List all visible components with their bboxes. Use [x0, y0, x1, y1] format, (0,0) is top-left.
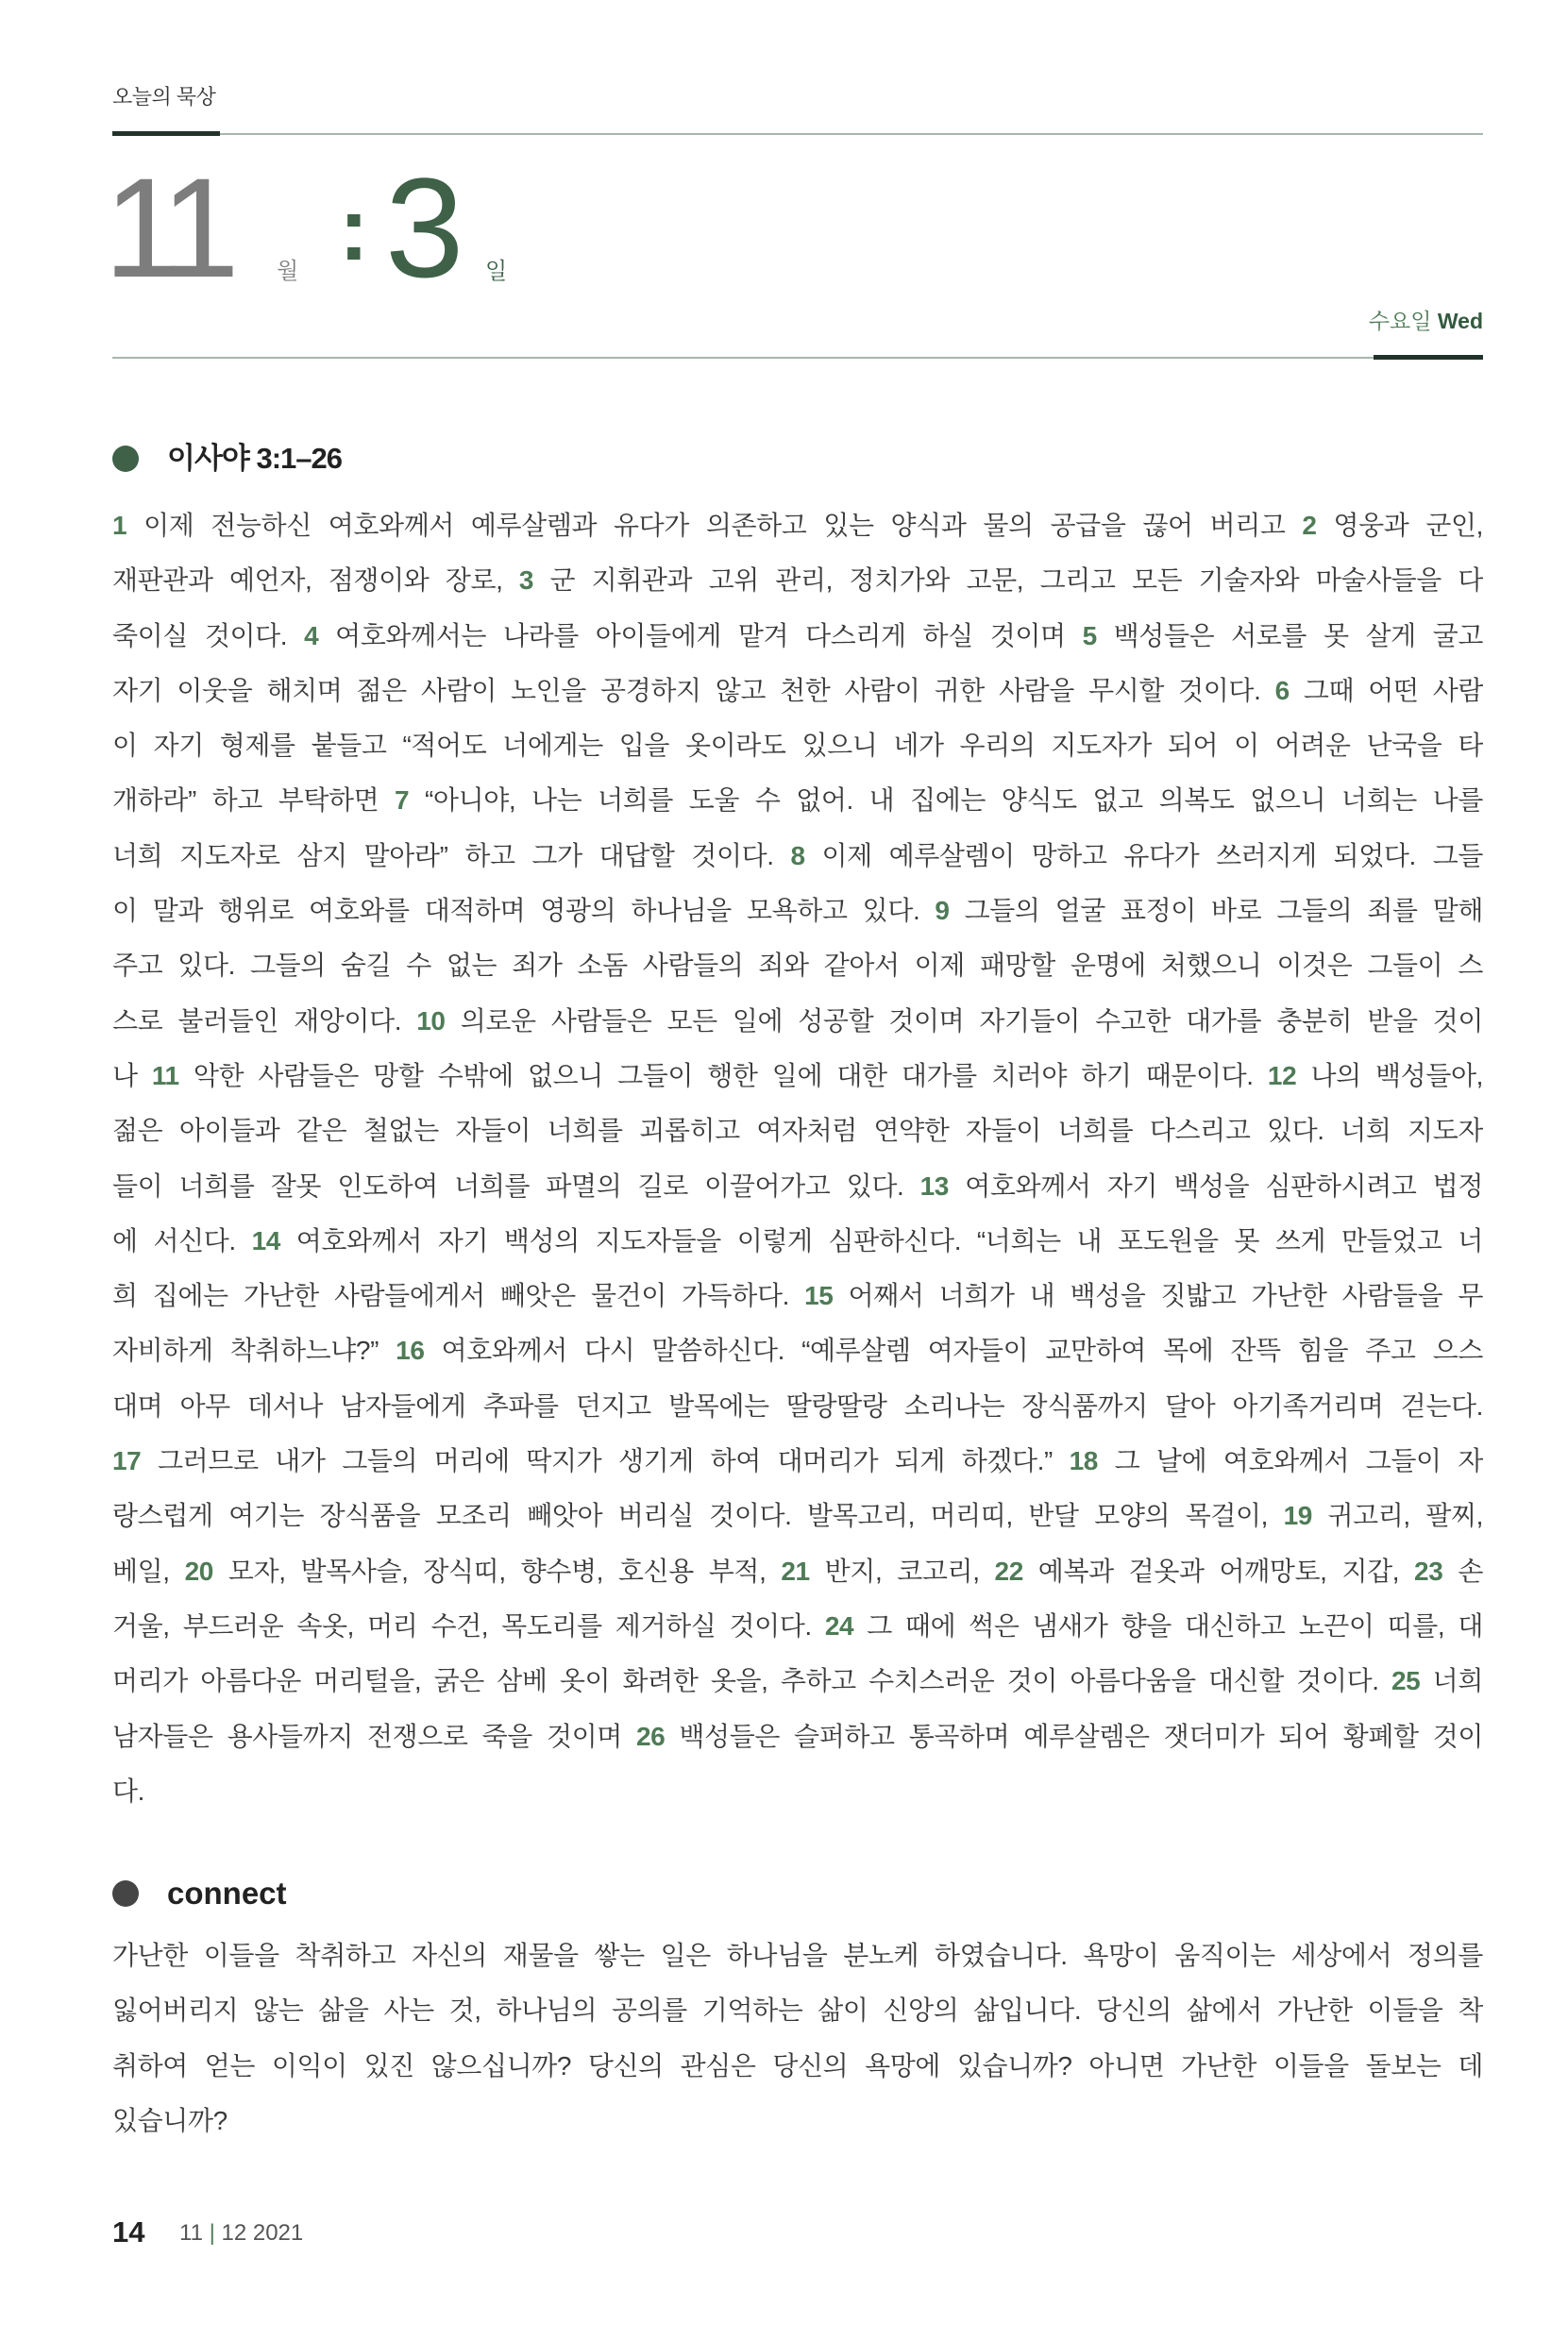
verse-number: 25 [1391, 1666, 1421, 1696]
bullet-icon [112, 446, 139, 472]
scripture-line [112, 994, 1483, 1049]
verse-number: 4 [304, 620, 319, 650]
scripture-line [112, 1103, 1483, 1158]
date-month: 11 [104, 148, 228, 307]
scripture-line [112, 609, 1483, 664]
verse-number: 22 [994, 1556, 1023, 1586]
verse-text: 그 때에 썩은 냄새가 향을 대신하고 노끈이 띠를, 대 [853, 1610, 1483, 1641]
verse-text: 의로운 사람들은 모든 일에 성공할 것이며 자기들이 수고한 대가를 충분히 받을 것이 [445, 1005, 1483, 1036]
verse-text: 머리가 아름다운 머리털을, 굵은 삼베 옷이 화려한 옷을, 추하고 수치스러운 것이 아름다움을 대신할 것이다. [112, 1666, 1391, 1696]
verse-text: 너희 [1420, 1666, 1483, 1696]
verse-number: 15 [804, 1281, 834, 1311]
weekday-korean: 수요일 [1368, 309, 1432, 333]
scripture-line [112, 1159, 1483, 1214]
verse-number: 21 [781, 1556, 810, 1586]
verse-number: 9 [935, 896, 950, 926]
verse-text: 희 집에는 가난한 사람들에게서 빼앗은 물건이 가득하다. [112, 1281, 805, 1311]
verse-text: 그들의 얼굴 표정이 바로 그들의 죄를 말해 [949, 896, 1483, 926]
scripture-heading: 이사야 3:1–26 [167, 442, 342, 475]
connect-line: 잃어버리지 않는 삶을 사는 것, 하나님의 공의를 기억하는 삶이 신앙의 삶입니다. 당신의 삶에서 가난한 이들을 착 [112, 1996, 1483, 2026]
verse-text: 나 [112, 1060, 152, 1090]
bullet-icon [112, 1880, 139, 1907]
date-separator: : [339, 179, 369, 279]
verse-text: 악한 사람들은 망할 수밖에 없으니 그들이 행한 일에 대한 대가를 치러야 하기 때문이다. [178, 1060, 1268, 1090]
verse-text: 젊은 아이들과 같은 철없는 자들이 너희를 괴롭히고 여자처럼 연약한 자들이 너희를 다스리고 있다. 너희 지도자 [112, 1116, 1483, 1146]
verse-number: 20 [184, 1556, 213, 1586]
scripture-line [112, 718, 1483, 773]
verse-text: 거울, 부드러운 속옷, 머리 수건, 목도리를 제거하실 것이다. [112, 1610, 825, 1641]
date-month-unit: 월 [277, 259, 299, 284]
scripture-line [112, 884, 1483, 938]
scripture-line [112, 664, 1483, 718]
scripture-line [112, 829, 1483, 884]
verse-number: 5 [1082, 620, 1097, 650]
verse-text: 다. [112, 1776, 145, 1806]
verse-text: 나의 백성들아, [1296, 1060, 1483, 1090]
verse-text: 베일, [112, 1556, 185, 1586]
verse-number: 16 [396, 1336, 425, 1366]
scripture-line [112, 773, 1483, 828]
scripture-line [112, 1654, 1483, 1709]
date-day-unit: 일 [485, 259, 508, 284]
verse-text: 백성들은 슬퍼하고 통곡하며 예루살렘은 잿더미가 되어 황폐할 것이 [665, 1721, 1483, 1751]
verse-number: 23 [1414, 1556, 1443, 1586]
scripture-line [112, 1323, 1483, 1378]
verse-text: “아니야, 나는 너희를 도울 수 없어. 내 집에는 양식도 없고 의복도 없으니 너희는 나를 [409, 785, 1483, 816]
verse-number: 8 [790, 840, 805, 870]
verse-number: 7 [395, 785, 410, 816]
verse-number: 2 [1302, 511, 1317, 540]
weekday-english: Wed [1437, 309, 1483, 333]
verse-text: 개하라” 하고 부탁하면 [112, 785, 396, 816]
verse-number: 14 [251, 1225, 280, 1255]
verse-text: 군 지휘관과 고위 관리, 정치가와 고문, 그리고 모든 기술자와 마술사들을 다 [533, 565, 1483, 596]
verse-text: 여호와께서 다시 말씀하신다. “예루살렘 여자들이 교만하여 목에 잔뜩 힘을 주고 으스 [424, 1336, 1483, 1366]
verse-text: 백성들은 서로를 못 살게 굴고 [1096, 620, 1483, 650]
verse-text: 모자, 발목사슬, 장식띠, 향수병, 호신용 부적, [212, 1556, 782, 1586]
date-rule-accent [1374, 355, 1483, 360]
verse-text: 죽이실 것이다. [112, 620, 305, 650]
verse-number: 19 [1283, 1501, 1312, 1531]
scripture-line [112, 1709, 1483, 1764]
issue-end: 12 2021 [221, 2220, 304, 2246]
verse-text: 예복과 겉옷과 어깨망토, 지갑, [1022, 1556, 1415, 1586]
scripture-line [112, 553, 1483, 608]
verse-text: 자기 이웃을 해치며 젊은 사람이 노인을 공경하지 않고 천한 사람이 귀한 사람을 무시할 것이다. [112, 675, 1275, 705]
scripture-line [112, 1434, 1483, 1489]
scripture-line [112, 938, 1483, 993]
verse-text: 랑스럽게 여기는 장식품을 모조리 빼앗아 버리실 것이다. 발목고리, 머리띠, 반달 모양의 목걸이, [112, 1501, 1284, 1531]
verse-number: 24 [824, 1610, 854, 1641]
verse-number: 10 [416, 1005, 446, 1036]
section-label: 오늘의 묵상 [112, 85, 216, 109]
verse-text: 남자들은 용사들까지 전쟁으로 죽을 것이며 [112, 1721, 636, 1751]
verse-text: 이 자기 형제를 붙들고 “적어도 너에게는 입을 옷이라도 있으니 네가 우리의 지도자가 되어 이 어려운 난국을 타 [112, 731, 1483, 761]
top-rule [112, 133, 1483, 135]
connect-line: 취하여 얻는 이익이 있진 않으십니까? 당신의 관심은 당신의 욕망에 있습니까? 아니면 가난한 이들을 돌보는 데 [112, 2050, 1483, 2080]
connect-heading: connect [167, 1876, 287, 1911]
verse-text: 그때 어떤 사람 [1289, 675, 1483, 705]
date-rule [112, 357, 1483, 359]
verse-text: 어째서 너희가 내 백성을 짓밟고 가난한 사람들을 무 [833, 1281, 1483, 1311]
verse-text: 너희 지도자로 삼지 말아라” 하고 그가 대답할 것이다. [112, 840, 791, 870]
verse-text: 여호와께서 자기 백성을 심판하시려고 법정 [948, 1170, 1483, 1201]
scripture-line [112, 1214, 1483, 1269]
scripture-line [112, 1049, 1483, 1103]
verse-text: 에 서신다. [112, 1225, 252, 1255]
verse-number: 26 [635, 1721, 666, 1751]
verse-text: 그러므로 내가 그들의 머리에 딱지가 생기게 하여 대머리가 되게 하겠다.” [141, 1446, 1070, 1476]
verse-number: 17 [112, 1446, 142, 1476]
verse-text: 스로 불러들인 재앙이다. [112, 1005, 417, 1036]
scripture-line [112, 1489, 1483, 1543]
scripture-line [112, 498, 1483, 553]
verse-number: 1 [112, 511, 127, 540]
scripture-line [112, 1544, 1483, 1599]
verse-text: 반지, 코고리, [809, 1556, 995, 1586]
connect-text [112, 1928, 1483, 2148]
page-number: 14 [112, 2215, 145, 2248]
verse-text: 주고 있다. 그들의 숨길 수 없는 죄가 소돔 사람들의 죄와 같아서 이제 패망할 운명에 처했으니 이것은 그들이 스 [112, 951, 1483, 981]
scripture-text [112, 498, 1483, 1819]
connect-line: 있습니까? [112, 2105, 228, 2135]
verse-text: 재판관과 예언자, 점쟁이와 장로, [112, 565, 519, 596]
scripture-line [112, 1599, 1483, 1654]
verse-number: 13 [919, 1170, 949, 1201]
verse-number: 18 [1069, 1446, 1098, 1476]
verse-text: 손 [1442, 1556, 1483, 1586]
verse-text: 여호와께서 자기 백성의 지도자들을 이렇게 심판하신다. “너희는 내 포도원을 못 쓰게 만들었고 너 [279, 1225, 1483, 1255]
top-rule-accent [112, 131, 220, 136]
issue-start: 11 [179, 2220, 203, 2246]
connect-line: 가난한 이들을 착취하고 자신의 재물을 쌓는 일은 하나님을 분노케 하였습니다. 욕망이 움직이는 세상에서 정의를 [112, 1941, 1483, 1970]
date-day: 3 [385, 148, 453, 307]
scripture-line [112, 1379, 1483, 1434]
verse-text: 영웅과 군인, [1316, 511, 1483, 540]
verse-text: 이제 전능하신 여호와께서 예루살렘과 유다가 의존하고 있는 양식과 물의 공급을 끊어 버리고 [126, 511, 1303, 540]
verse-text: 귀고리, 팔찌, [1311, 1501, 1483, 1531]
verse-number: 6 [1274, 675, 1290, 705]
scripture-line [112, 1269, 1483, 1323]
verse-text: 들이 너희를 잘못 인도하여 너희를 파멸의 길로 이끌어가고 있다. [112, 1170, 920, 1201]
verse-number: 11 [151, 1060, 179, 1090]
verse-text: 자비하게 착취하느냐?” [112, 1336, 396, 1366]
verse-text: 그 날에 여호와께서 그들이 자 [1097, 1446, 1483, 1476]
verse-text: 여호와께서는 나라를 아이들에게 맡겨 다스리게 하실 것이며 [318, 620, 1083, 650]
weekday [1369, 308, 1483, 334]
verse-number: 3 [518, 565, 534, 596]
issue-separator: | [209, 2220, 215, 2246]
scripture-line [112, 1764, 1483, 1819]
issue-label [179, 2221, 303, 2246]
verse-text: 대며 아무 데서나 남자들에게 추파를 던지고 발목에는 딸랑딸랑 소리나는 장식품까지 달아 아기족거리며 걷는다. [112, 1390, 1483, 1421]
verse-number: 12 [1267, 1060, 1297, 1090]
verse-text: 이 말과 행위로 여호와를 대적하며 영광의 하나님을 모욕하고 있다. [112, 896, 936, 926]
verse-text: 이제 예루살렘이 망하고 유다가 쓰러지게 되었다. 그들 [804, 840, 1483, 870]
